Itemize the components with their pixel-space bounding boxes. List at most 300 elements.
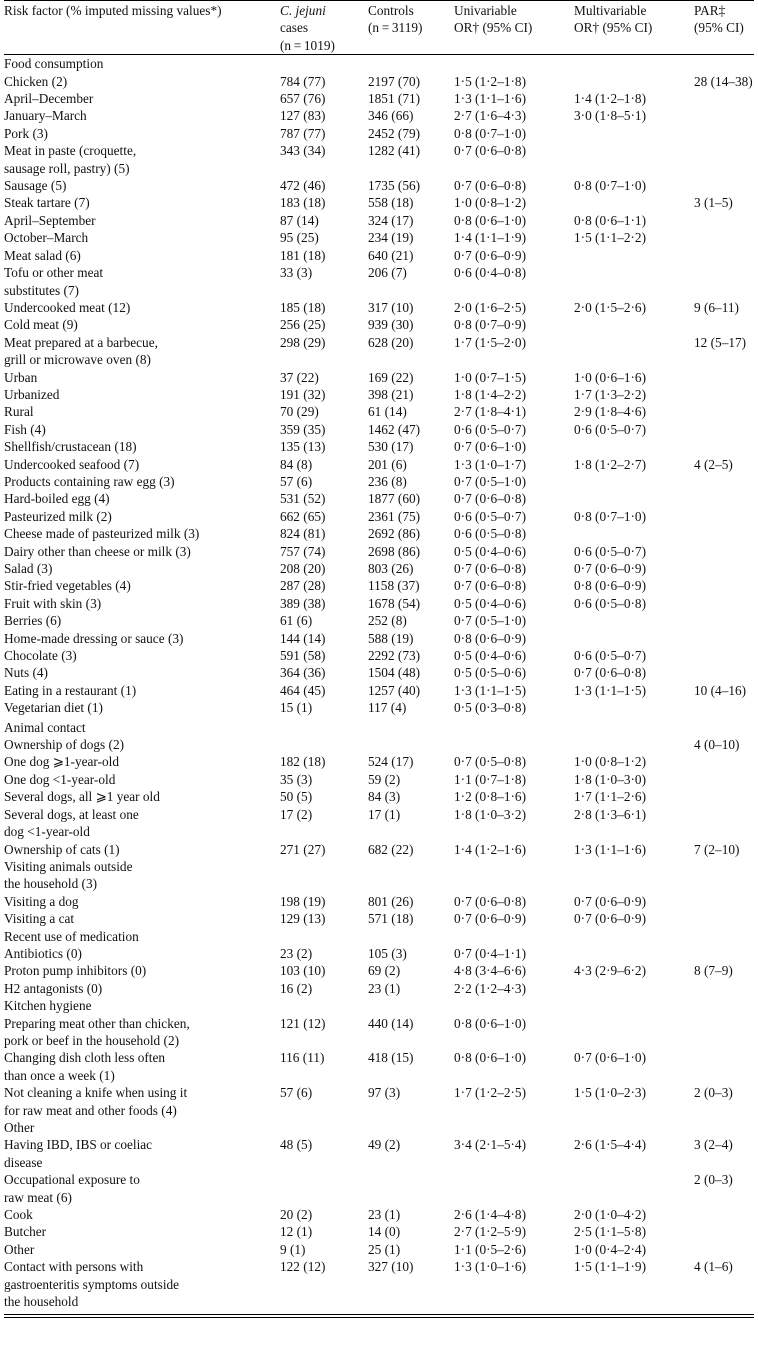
table-row: [4, 664, 754, 681]
cell-univariable-or: 0·6 (0·5–0·8): [454, 526, 527, 542]
header-risk-factor: Risk factor (% imputed missing values*): [4, 2, 280, 55]
table-row: [4, 334, 754, 369]
cell-risk-factor: Having IBD, IBS or coeliac disease: [4, 1137, 153, 1170]
table-row: [4, 893, 754, 910]
cell-controls: 530 (17): [368, 439, 414, 455]
cell-par: [694, 1049, 754, 1084]
cell-risk-factor: Contact with persons with gastroenteritis symptoms outside the household: [4, 1259, 180, 1310]
cell-par: [694, 1206, 754, 1223]
table-row: [4, 980, 754, 997]
cell-univariable-or: 0·7 (0·6–0·8): [454, 561, 527, 576]
cell-univariable-or: 1·2 (0·8–1·6): [454, 789, 527, 805]
cell-risk-factor: Butcher: [4, 1224, 47, 1240]
table-row: [4, 194, 754, 211]
cell-multivariable-or: 2·9 (1·8–4·6): [574, 404, 647, 420]
cell-cases: 116 (11): [280, 1050, 325, 1066]
cell-controls: 1851 (71): [368, 91, 421, 107]
cell-controls: 69 (2): [368, 963, 401, 979]
cell-par: [694, 717, 754, 736]
cell-risk-factor: Other: [4, 1241, 35, 1257]
table-row: [4, 90, 754, 107]
cell-multivariable-or: [574, 525, 694, 542]
table-row: [4, 771, 754, 788]
cell-par: [694, 525, 754, 542]
cell-univariable-or: 1·1 (0·5–2·6): [454, 1241, 527, 1257]
cell-controls: 1462 (47): [368, 421, 421, 437]
cell-controls: 346 (66): [368, 108, 414, 124]
cell-multivariable-or: [574, 699, 694, 716]
cell-multivariable-or: [574, 928, 694, 945]
cell-cases: 198 (19): [280, 893, 326, 909]
table-row: [4, 788, 754, 805]
cell-multivariable-or: [574, 980, 694, 997]
cell-multivariable-or: 4·3 (2·9–6·2): [574, 963, 647, 979]
cell-par: [694, 595, 754, 612]
cell-multivariable-or: 0·6 (0·5–0·7): [574, 543, 647, 559]
table-row: [4, 630, 754, 647]
cell-par: 7 (2–10): [694, 841, 740, 857]
cell-cases: 472 (46): [280, 178, 326, 194]
cell-par: [694, 543, 754, 560]
table-row: [4, 316, 754, 333]
table-row: [4, 699, 754, 716]
cell-controls: 1678 (54): [368, 595, 421, 611]
cell-risk-factor: Undercooked seafood (7): [4, 456, 140, 472]
cell-cases: 181 (18): [280, 247, 326, 263]
cell-cases: 144 (14): [280, 630, 326, 646]
cell-univariable-or: 1·7 (1·2–2·5): [454, 1085, 527, 1101]
cell-controls: 939 (30): [368, 317, 414, 333]
table-row: [4, 369, 754, 386]
table-row: [4, 473, 754, 490]
cell-risk-factor: Meat prepared at a barbecue, grill or microwave oven (8): [4, 334, 158, 368]
cell-univariable-or: 1·7 (1·5–2·0): [454, 334, 527, 350]
cell-cases: 57 (6): [280, 473, 313, 489]
cell-controls: 14 (0): [368, 1224, 401, 1240]
cell-cases: 464 (45): [280, 682, 326, 698]
cell-controls: [368, 928, 454, 945]
cell-risk-factor: Chicken (2): [4, 73, 68, 89]
cell-univariable-or: 0·8 (0·7–0·9): [454, 317, 527, 333]
cell-univariable-or: 0·7 (0·6–0·8): [454, 491, 527, 507]
cell-risk-factor: Urbanized: [4, 386, 60, 402]
table-row: [4, 264, 754, 299]
cell-par: 2 (0–3): [694, 1085, 733, 1101]
cell-par: [694, 788, 754, 805]
cell-risk-factor: One dog ⩾1-year-old: [4, 754, 119, 770]
cell-par: [694, 980, 754, 997]
cell-multivariable-or: 0·7 (0·6–0·9): [574, 911, 647, 927]
table-row: [4, 1171, 754, 1206]
cell-univariable-or: 1·8 (1·4–2·2): [454, 386, 527, 402]
header-cases-line3: (n = 1019): [280, 37, 335, 53]
table-row: [4, 1049, 754, 1084]
cell-par: [694, 577, 754, 594]
cell-cases: 12 (1): [280, 1224, 313, 1240]
cell-cases: 287 (28): [280, 578, 326, 594]
cell-risk-factor: Undercooked meat (12): [4, 299, 131, 315]
cell-controls: 571 (18): [368, 911, 414, 927]
cell-cases: [280, 1171, 368, 1206]
table-row: [4, 177, 754, 194]
cell-cases: 84 (8): [280, 456, 313, 472]
cell-univariable-or: [454, 1171, 574, 1206]
cell-multivariable-or: 0·6 (0·5–0·8): [574, 595, 647, 611]
cell-cases: [280, 858, 368, 893]
cell-par: [694, 386, 754, 403]
cell-multivariable-or: 2·0 (1·5–2·6): [574, 299, 647, 315]
cell-par: [694, 664, 754, 681]
cell-par: 28 (14–38): [694, 73, 753, 89]
cell-multivariable-or: 0·8 (0·6–0·9): [574, 578, 647, 594]
cell-cases: 271 (27): [280, 841, 326, 857]
table-row: [4, 1084, 754, 1119]
cell-multivariable-or: 3·0 (1·8–5·1): [574, 108, 647, 124]
cell-multivariable-or: [574, 736, 694, 753]
table-row: [4, 1223, 754, 1240]
cell-cases: 298 (29): [280, 334, 326, 350]
cell-risk-factor: Cook: [4, 1207, 33, 1223]
cell-controls: [368, 736, 454, 753]
table-row: [4, 125, 754, 142]
cell-cases: 87 (14): [280, 212, 319, 228]
cell-univariable-or: 1·0 (0·7–1·5): [454, 369, 527, 385]
cell-cases: 183 (18): [280, 195, 326, 211]
cell-univariable-or: 0·7 (0·6–0·9): [454, 911, 527, 927]
cell-multivariable-or: [574, 717, 694, 736]
cell-risk-factor: Tofu or other meat substitutes (7): [4, 265, 104, 298]
cell-multivariable-or: [574, 945, 694, 962]
cell-cases: [280, 997, 368, 1014]
cell-risk-factor: Recent use of medication: [4, 928, 139, 944]
table-row: [4, 490, 754, 507]
header-univariable: [454, 2, 574, 55]
cell-cases: 70 (29): [280, 404, 319, 420]
cell-par: [694, 369, 754, 386]
cell-par: 3 (2–4): [694, 1137, 733, 1153]
cell-cases: 33 (3): [280, 265, 313, 281]
table-row: [4, 753, 754, 770]
cell-univariable-or: 4·8 (3·4–6·6): [454, 963, 527, 979]
cell-par: 2 (0–3): [694, 1172, 733, 1188]
table-row: [4, 229, 754, 246]
table-row: [4, 1015, 754, 1050]
cell-controls: 105 (3): [368, 945, 407, 961]
cell-multivariable-or: 1·8 (1·0–3·0): [574, 771, 647, 787]
table-row: [4, 910, 754, 927]
cell-controls: [368, 1171, 454, 1206]
header-multivariable: [574, 2, 694, 55]
cell-par: 10 (4–16): [694, 682, 747, 698]
cell-controls: 23 (1): [368, 1207, 401, 1223]
cell-cases: 50 (5): [280, 789, 313, 805]
cell-risk-factor: Rural: [4, 404, 34, 420]
header-controls-line1: Controls: [368, 3, 414, 18]
cell-risk-factor: Occupational exposure to raw meat (6): [4, 1172, 140, 1205]
cell-risk-factor: Visiting a cat: [4, 911, 75, 927]
cell-cases: 122 (12): [280, 1259, 326, 1275]
cell-risk-factor: Ownership of dogs (2): [4, 737, 125, 753]
cell-risk-factor: Fruit with skin (3): [4, 595, 102, 611]
cell-controls: 2361 (75): [368, 508, 421, 524]
cell-par: [694, 247, 754, 264]
cell-cases: 129 (13): [280, 911, 326, 927]
cell-par: [694, 316, 754, 333]
cell-cases: 61 (6): [280, 613, 313, 629]
table-row: [4, 508, 754, 525]
cell-par: [694, 1241, 754, 1258]
cell-par: [694, 229, 754, 246]
table-row: [4, 299, 754, 316]
cell-par: 4 (2–5): [694, 456, 733, 472]
cell-par: [694, 403, 754, 420]
cell-multivariable-or: 0·8 (0·6–1·1): [574, 212, 647, 228]
cell-controls: 398 (21): [368, 386, 414, 402]
cell-univariable-or: 1·8 (1·0–3·2): [454, 806, 527, 822]
cell-par: [694, 1223, 754, 1240]
cell-cases: 20 (2): [280, 1207, 313, 1223]
header-multivariable-line1: Multivariable: [574, 3, 647, 18]
cell-cases: 343 (34): [280, 143, 326, 159]
cell-univariable-or: [454, 717, 574, 736]
cell-controls: 117 (4): [368, 700, 407, 716]
cell-multivariable-or: 1·7 (1·1–2·6): [574, 789, 647, 805]
header-univariable-line2: OR† (95% CI): [454, 20, 533, 36]
cell-controls: [368, 717, 454, 736]
cell-cases: 591 (58): [280, 648, 326, 664]
table-row: [4, 438, 754, 455]
cell-univariable-or: 2·7 (1·2–5·9): [454, 1224, 527, 1240]
cell-multivariable-or: 1·7 (1·3–2·2): [574, 386, 647, 402]
table-row: [4, 647, 754, 664]
header-par-line1: PAR‡: [694, 3, 726, 18]
cell-controls: 2692 (86): [368, 526, 421, 542]
cell-controls: 317 (10): [368, 299, 414, 315]
cell-cases: [280, 1119, 368, 1136]
cell-risk-factor: Food consumption: [4, 56, 104, 72]
cell-cases: 531 (52): [280, 491, 326, 507]
cell-risk-factor: Visiting animals outside the household (3): [4, 858, 133, 892]
cell-univariable-or: 0·7 (0·6–1·0): [454, 439, 527, 455]
cell-par: [694, 438, 754, 455]
cell-risk-factor: H2 antagonists (0): [4, 980, 103, 996]
cell-multivariable-or: [574, 264, 694, 299]
cell-controls: 524 (17): [368, 754, 414, 770]
cell-par: 4 (1–6): [694, 1259, 733, 1275]
table-row: [4, 736, 754, 753]
cell-univariable-or: 0·6 (0·4–0·8): [454, 265, 527, 281]
cell-risk-factor: Urban: [4, 369, 38, 385]
cell-univariable-or: [454, 55, 574, 73]
cell-univariable-or: 1·5 (1·2–1·8): [454, 73, 527, 89]
cell-multivariable-or: [574, 316, 694, 333]
table-body: [4, 55, 754, 1311]
cell-par: [694, 177, 754, 194]
cell-risk-factor: Antibiotics (0): [4, 945, 82, 961]
cell-risk-factor: Meat in paste (croquette, sausage roll, pastry) (5): [4, 143, 137, 176]
cell-univariable-or: 1·0 (0·8–1·2): [454, 195, 527, 211]
table-row: [4, 841, 754, 858]
cell-univariable-or: 0·5 (0·4–0·6): [454, 648, 527, 664]
cell-controls: 25 (1): [368, 1241, 401, 1257]
cell-risk-factor: Products containing raw egg (3): [4, 473, 175, 489]
cell-cases: 103 (10): [280, 963, 326, 979]
cell-univariable-or: 1·3 (1·1–1·6): [454, 91, 527, 107]
cell-multivariable-or: 2·8 (1·3–6·1): [574, 806, 647, 822]
cell-par: [694, 1015, 754, 1050]
cell-cases: 389 (38): [280, 595, 326, 611]
cell-par: [694, 90, 754, 107]
cell-cases: [280, 736, 368, 753]
cell-cases: 37 (22): [280, 369, 319, 385]
cell-par: [694, 806, 754, 841]
cell-multivariable-or: 1·5 (1·1–1·9): [574, 1259, 647, 1275]
cell-par: 12 (5–17): [694, 334, 747, 350]
cell-risk-factor: Sausage (5): [4, 178, 67, 194]
cell-controls: 1257 (40): [368, 682, 421, 698]
cell-risk-factor: Proton pump inhibitors (0): [4, 963, 147, 979]
cell-multivariable-or: 0·8 (0·7–1·0): [574, 178, 647, 194]
cell-par: [694, 771, 754, 788]
cell-multivariable-or: [574, 438, 694, 455]
cell-risk-factor: Stir-fried vegetables (4): [4, 578, 131, 594]
cell-multivariable-or: [574, 125, 694, 142]
cell-univariable-or: 2·7 (1·8–4·1): [454, 404, 527, 420]
cell-controls: 201 (6): [368, 456, 407, 472]
cell-risk-factor: Dairy other than cheese or milk (3): [4, 543, 191, 559]
cell-univariable-or: [454, 1119, 574, 1136]
cell-univariable-or: 0·8 (0·6–0·9): [454, 630, 527, 646]
cell-multivariable-or: 0·7 (0·6–0·8): [574, 665, 647, 681]
cell-multivariable-or: 0·8 (0·7–1·0): [574, 508, 647, 524]
cell-par: [694, 55, 754, 73]
cell-multivariable-or: [574, 1119, 694, 1136]
table-row: [4, 997, 754, 1014]
table-row: [4, 1241, 754, 1258]
cell-risk-factor: Cold meat (9): [4, 317, 78, 333]
cell-univariable-or: 1·3 (1·1–1·5): [454, 682, 527, 698]
cell-univariable-or: 0·5 (0·5–0·6): [454, 665, 527, 681]
cell-controls: 588 (19): [368, 630, 414, 646]
cell-risk-factor: Fish (4): [4, 421, 46, 437]
cell-par: [694, 997, 754, 1014]
cell-par: [694, 893, 754, 910]
cell-par: 3 (1–5): [694, 195, 733, 211]
table-row: [4, 560, 754, 577]
cell-controls: 234 (19): [368, 230, 414, 246]
table-row: [4, 806, 754, 841]
cell-controls: 801 (26): [368, 893, 414, 909]
table-row: [4, 212, 754, 229]
risk-factor-table: [4, 2, 754, 1310]
cell-univariable-or: 0·5 (0·4–0·6): [454, 543, 527, 559]
cell-cases: 15 (1): [280, 700, 313, 716]
cell-univariable-or: 0·6 (0·5–0·7): [454, 421, 527, 437]
table-row: [4, 858, 754, 893]
cell-risk-factor: Eating in a restaurant (1): [4, 682, 137, 698]
cell-risk-factor: April–September: [4, 212, 96, 228]
table-section-row: [4, 55, 754, 73]
cell-par: [694, 560, 754, 577]
cell-risk-factor: Visiting a dog: [4, 893, 79, 909]
cell-par: [694, 945, 754, 962]
table-top-rule: [4, 0, 754, 1]
cell-cases: 57 (6): [280, 1085, 313, 1101]
cell-multivariable-or: [574, 55, 694, 73]
cell-multivariable-or: 1·8 (1·2–2·7): [574, 456, 647, 472]
table-row: [4, 928, 754, 945]
cell-par: [694, 490, 754, 507]
table-row: [4, 403, 754, 420]
cell-multivariable-or: 2·6 (1·5–4·4): [574, 1137, 647, 1153]
cell-univariable-or: 0·8 (0·6–1·0): [454, 1050, 527, 1066]
cell-multivariable-or: 1·5 (1·1–2·2): [574, 230, 647, 246]
table-row: [4, 247, 754, 264]
cell-cases: 208 (20): [280, 561, 326, 576]
cell-multivariable-or: 0·6 (0·5–0·7): [574, 421, 647, 437]
cell-risk-factor: Changing dish cloth less often than once a week (1): [4, 1050, 166, 1083]
cell-univariable-or: [454, 928, 574, 945]
cell-risk-factor: Steak tartare (7): [4, 195, 90, 211]
cell-risk-factor: Several dogs, at least one dog <1-year-old: [4, 806, 139, 840]
cell-controls: 327 (10): [368, 1259, 414, 1275]
cell-cases: 9 (1): [280, 1241, 306, 1257]
cell-cases: 16 (2): [280, 980, 313, 996]
cell-cases: 135 (13): [280, 439, 326, 455]
table-row: [4, 1206, 754, 1223]
cell-controls: 440 (14): [368, 1015, 414, 1031]
table-row: [4, 543, 754, 560]
cell-controls: 1735 (56): [368, 178, 421, 194]
cell-par: [694, 910, 754, 927]
cell-cases: 364 (36): [280, 665, 326, 681]
cell-par: [694, 928, 754, 945]
cell-controls: 97 (3): [368, 1085, 401, 1101]
cell-cases: 17 (2): [280, 806, 313, 822]
cell-controls: 418 (15): [368, 1050, 414, 1066]
cell-multivariable-or: 1·0 (0·8–1·2): [574, 754, 647, 770]
table-row: [4, 595, 754, 612]
cell-multivariable-or: 1·5 (1·0–2·3): [574, 1085, 647, 1101]
cell-univariable-or: 0·7 (0·4–1·1): [454, 945, 527, 961]
cell-risk-factor: Salad (3): [4, 561, 53, 576]
table-row: [4, 1119, 754, 1136]
cell-multivariable-or: [574, 630, 694, 647]
cell-cases: 757 (74): [280, 543, 326, 559]
table-row: [4, 612, 754, 629]
cell-par: [694, 212, 754, 229]
cell-controls: [368, 997, 454, 1014]
table-row: [4, 456, 754, 473]
cell-multivariable-or: 0·6 (0·5–0·7): [574, 648, 647, 664]
cell-cases: 48 (5): [280, 1137, 313, 1153]
cell-multivariable-or: 1·3 (1·1–1·5): [574, 682, 647, 698]
cell-univariable-or: 1·1 (0·7–1·8): [454, 771, 527, 787]
cell-controls: 1877 (60): [368, 491, 421, 507]
cell-multivariable-or: 2·0 (1·0–4·2): [574, 1207, 647, 1223]
cell-controls: 2292 (73): [368, 648, 421, 664]
table-row: [4, 682, 754, 699]
cell-controls: [368, 858, 454, 893]
cell-par: [694, 107, 754, 124]
cell-controls: 628 (20): [368, 334, 414, 350]
cell-controls: 1158 (37): [368, 578, 420, 594]
cell-multivariable-or: [574, 194, 694, 211]
cell-univariable-or: 0·7 (0·6–0·8): [454, 143, 527, 159]
cell-par: 8 (7–9): [694, 963, 733, 979]
cell-multivariable-or: [574, 612, 694, 629]
cell-risk-factor: Cheese made of pasteurized milk (3): [4, 526, 200, 542]
